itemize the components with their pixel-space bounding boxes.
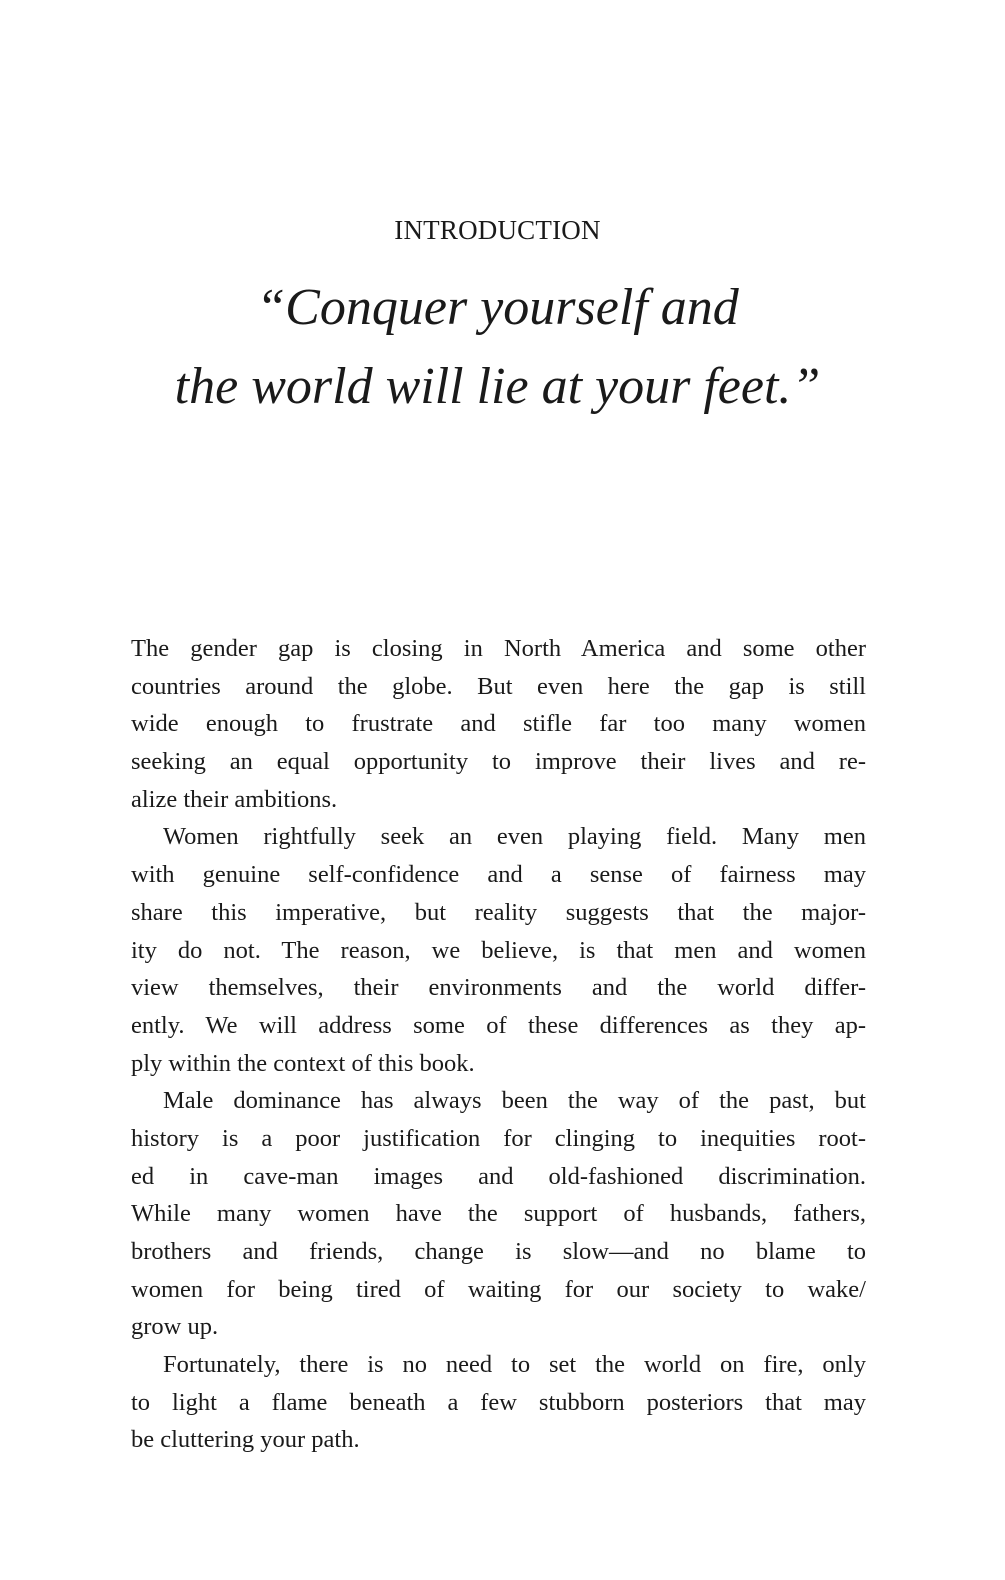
text-line: be cluttering your path. (131, 1426, 360, 1454)
text-line: Women rightfully seek an even playing field. Many men (163, 823, 866, 851)
epigraph-line: the world will lie at your feet.” (174, 358, 821, 415)
text-line: seeking an equal opportunity to improve their lives and re- (131, 748, 866, 776)
text-line: grow up. (131, 1313, 219, 1341)
text-line: ed in cave-man images and old-fashioned discrimination. (131, 1162, 866, 1190)
text-line: countries around the globe. But even here the gap is still (131, 672, 866, 700)
epigraph-line: “Conquer yourself and (256, 279, 739, 336)
text-line: wide enough to frustrate and stifle far too many women (131, 710, 866, 738)
text-line: While many women have the support of husbands, fathers, (131, 1200, 866, 1228)
text-line: alize their ambitions. (131, 785, 338, 813)
epigraph-quote (0, 268, 995, 426)
text-line: brothers and friends, change is slow—and no blame to (131, 1238, 866, 1265)
text-line: with genuine self-confidence and a sense of fairness may (131, 861, 866, 889)
text-line: to light a flame beneath a few stubborn posteriors that may (131, 1388, 866, 1416)
text-line: The gender gap is closing in North America and some other (131, 635, 866, 662)
text-line: ity do not. The reason, we believe, is that men and women (131, 936, 866, 964)
text-line: Fortunately, there is no need to set the world on fire, only (163, 1351, 866, 1379)
body-text (131, 630, 866, 1459)
text-line: view themselves, their environments and the world differ- (131, 974, 866, 1002)
text-line: ply within the context of this book. (131, 1049, 475, 1077)
text-line: share this imperative, but reality suggests that the major- (131, 898, 866, 926)
text-line: women for being tired of waiting for our society to wake/ (131, 1275, 866, 1303)
chapter-label: INTRODUCTION (394, 215, 601, 245)
text-line: ently. We will address some of these differences as they ap- (131, 1011, 866, 1039)
text-line: history is a poor justification for clinging to inequities root- (131, 1124, 866, 1152)
text-line: Male dominance has always been the way of the past, but (163, 1087, 866, 1115)
